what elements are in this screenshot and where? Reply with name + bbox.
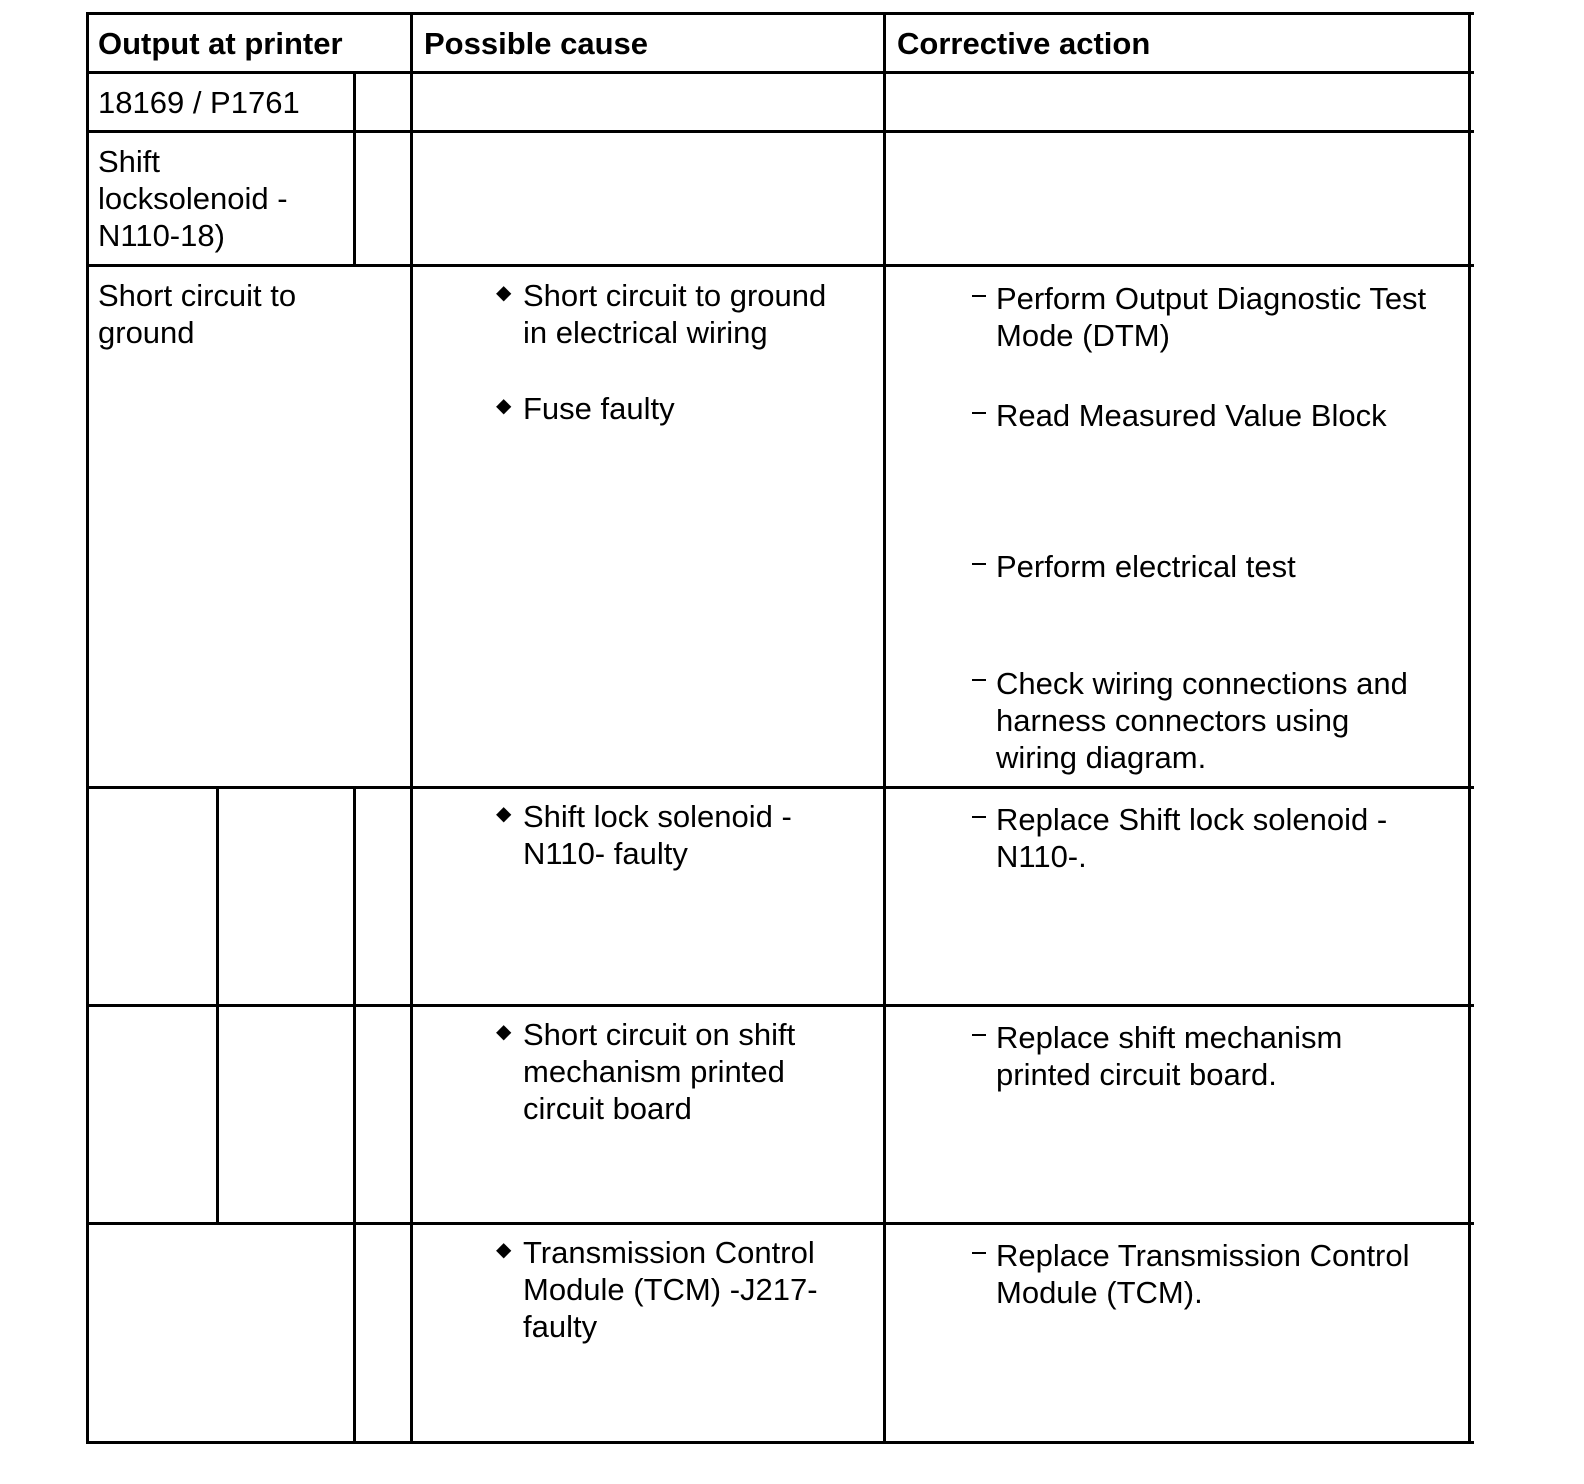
header-corrective-action: Corrective action <box>897 26 1151 61</box>
header-output-at-printer: Output at printer <box>98 26 343 61</box>
corrective-action-item: Perform Output Diagnostic Test Mode (DTM) <box>996 281 1427 353</box>
row-divider <box>86 130 1474 133</box>
possible-cause-item: Transmission Control Module (TCM) -J217- faulty <box>523 1235 818 1344</box>
row-divider <box>86 786 1474 789</box>
possible-cause-item: Shift lock solenoid - N110- faulty <box>523 799 792 871</box>
bullet-icon: ◆ <box>496 803 512 825</box>
bullet-icon: ◆ <box>496 1021 512 1043</box>
dash-icon <box>972 1252 986 1254</box>
fault-code: 18169 / P1761 <box>98 85 300 120</box>
bullet-icon: ◆ <box>496 1239 512 1261</box>
dash-icon <box>972 295 986 297</box>
corrective-action-item: Replace shift mechanism printed circuit board. <box>996 1020 1343 1092</box>
corrective-action-item: Read Measured Value Block <box>996 398 1387 433</box>
corrective-action-item: Replace Shift lock solenoid - N110-. <box>996 802 1388 874</box>
column-divider <box>883 12 886 1444</box>
dash-icon <box>972 1034 986 1036</box>
possible-cause-item: Short circuit to ground in electrical wiring <box>523 278 827 350</box>
dash-icon <box>972 679 986 681</box>
dash-icon <box>972 412 986 414</box>
column-divider <box>410 12 413 1444</box>
dash-icon <box>972 816 986 818</box>
sub-column-divider <box>353 786 356 1444</box>
corrective-action-item: Check wiring connections and harness connectors using wiring diagram. <box>996 666 1408 775</box>
bullet-icon: ◆ <box>496 395 512 417</box>
bullet-icon: ◆ <box>496 282 512 304</box>
table-border-top <box>86 12 1474 15</box>
header-divider <box>86 71 1474 74</box>
sub-column-divider <box>353 71 356 267</box>
table-border-bottom <box>86 1441 1474 1444</box>
sub-column-divider <box>216 786 219 1225</box>
component-name: Shift locksolenoid - N110-18) <box>98 144 288 253</box>
possible-cause-item: Fuse faulty <box>523 391 675 426</box>
corrective-action-item: Perform electrical test <box>996 549 1296 584</box>
table-border-right <box>1468 12 1471 1444</box>
possible-cause-item: Short circuit on shift mechanism printed circuit board <box>523 1017 796 1126</box>
corrective-action-item: Replace Transmission Control Module (TCM). <box>996 1238 1410 1310</box>
header-possible-cause: Possible cause <box>424 26 649 61</box>
dash-icon <box>972 563 986 565</box>
row-divider <box>86 1222 1474 1225</box>
row-divider <box>86 264 1474 267</box>
table-border-left <box>86 12 89 1444</box>
row-divider <box>86 1004 1474 1007</box>
fault-description: Short circuit to ground <box>98 278 297 350</box>
